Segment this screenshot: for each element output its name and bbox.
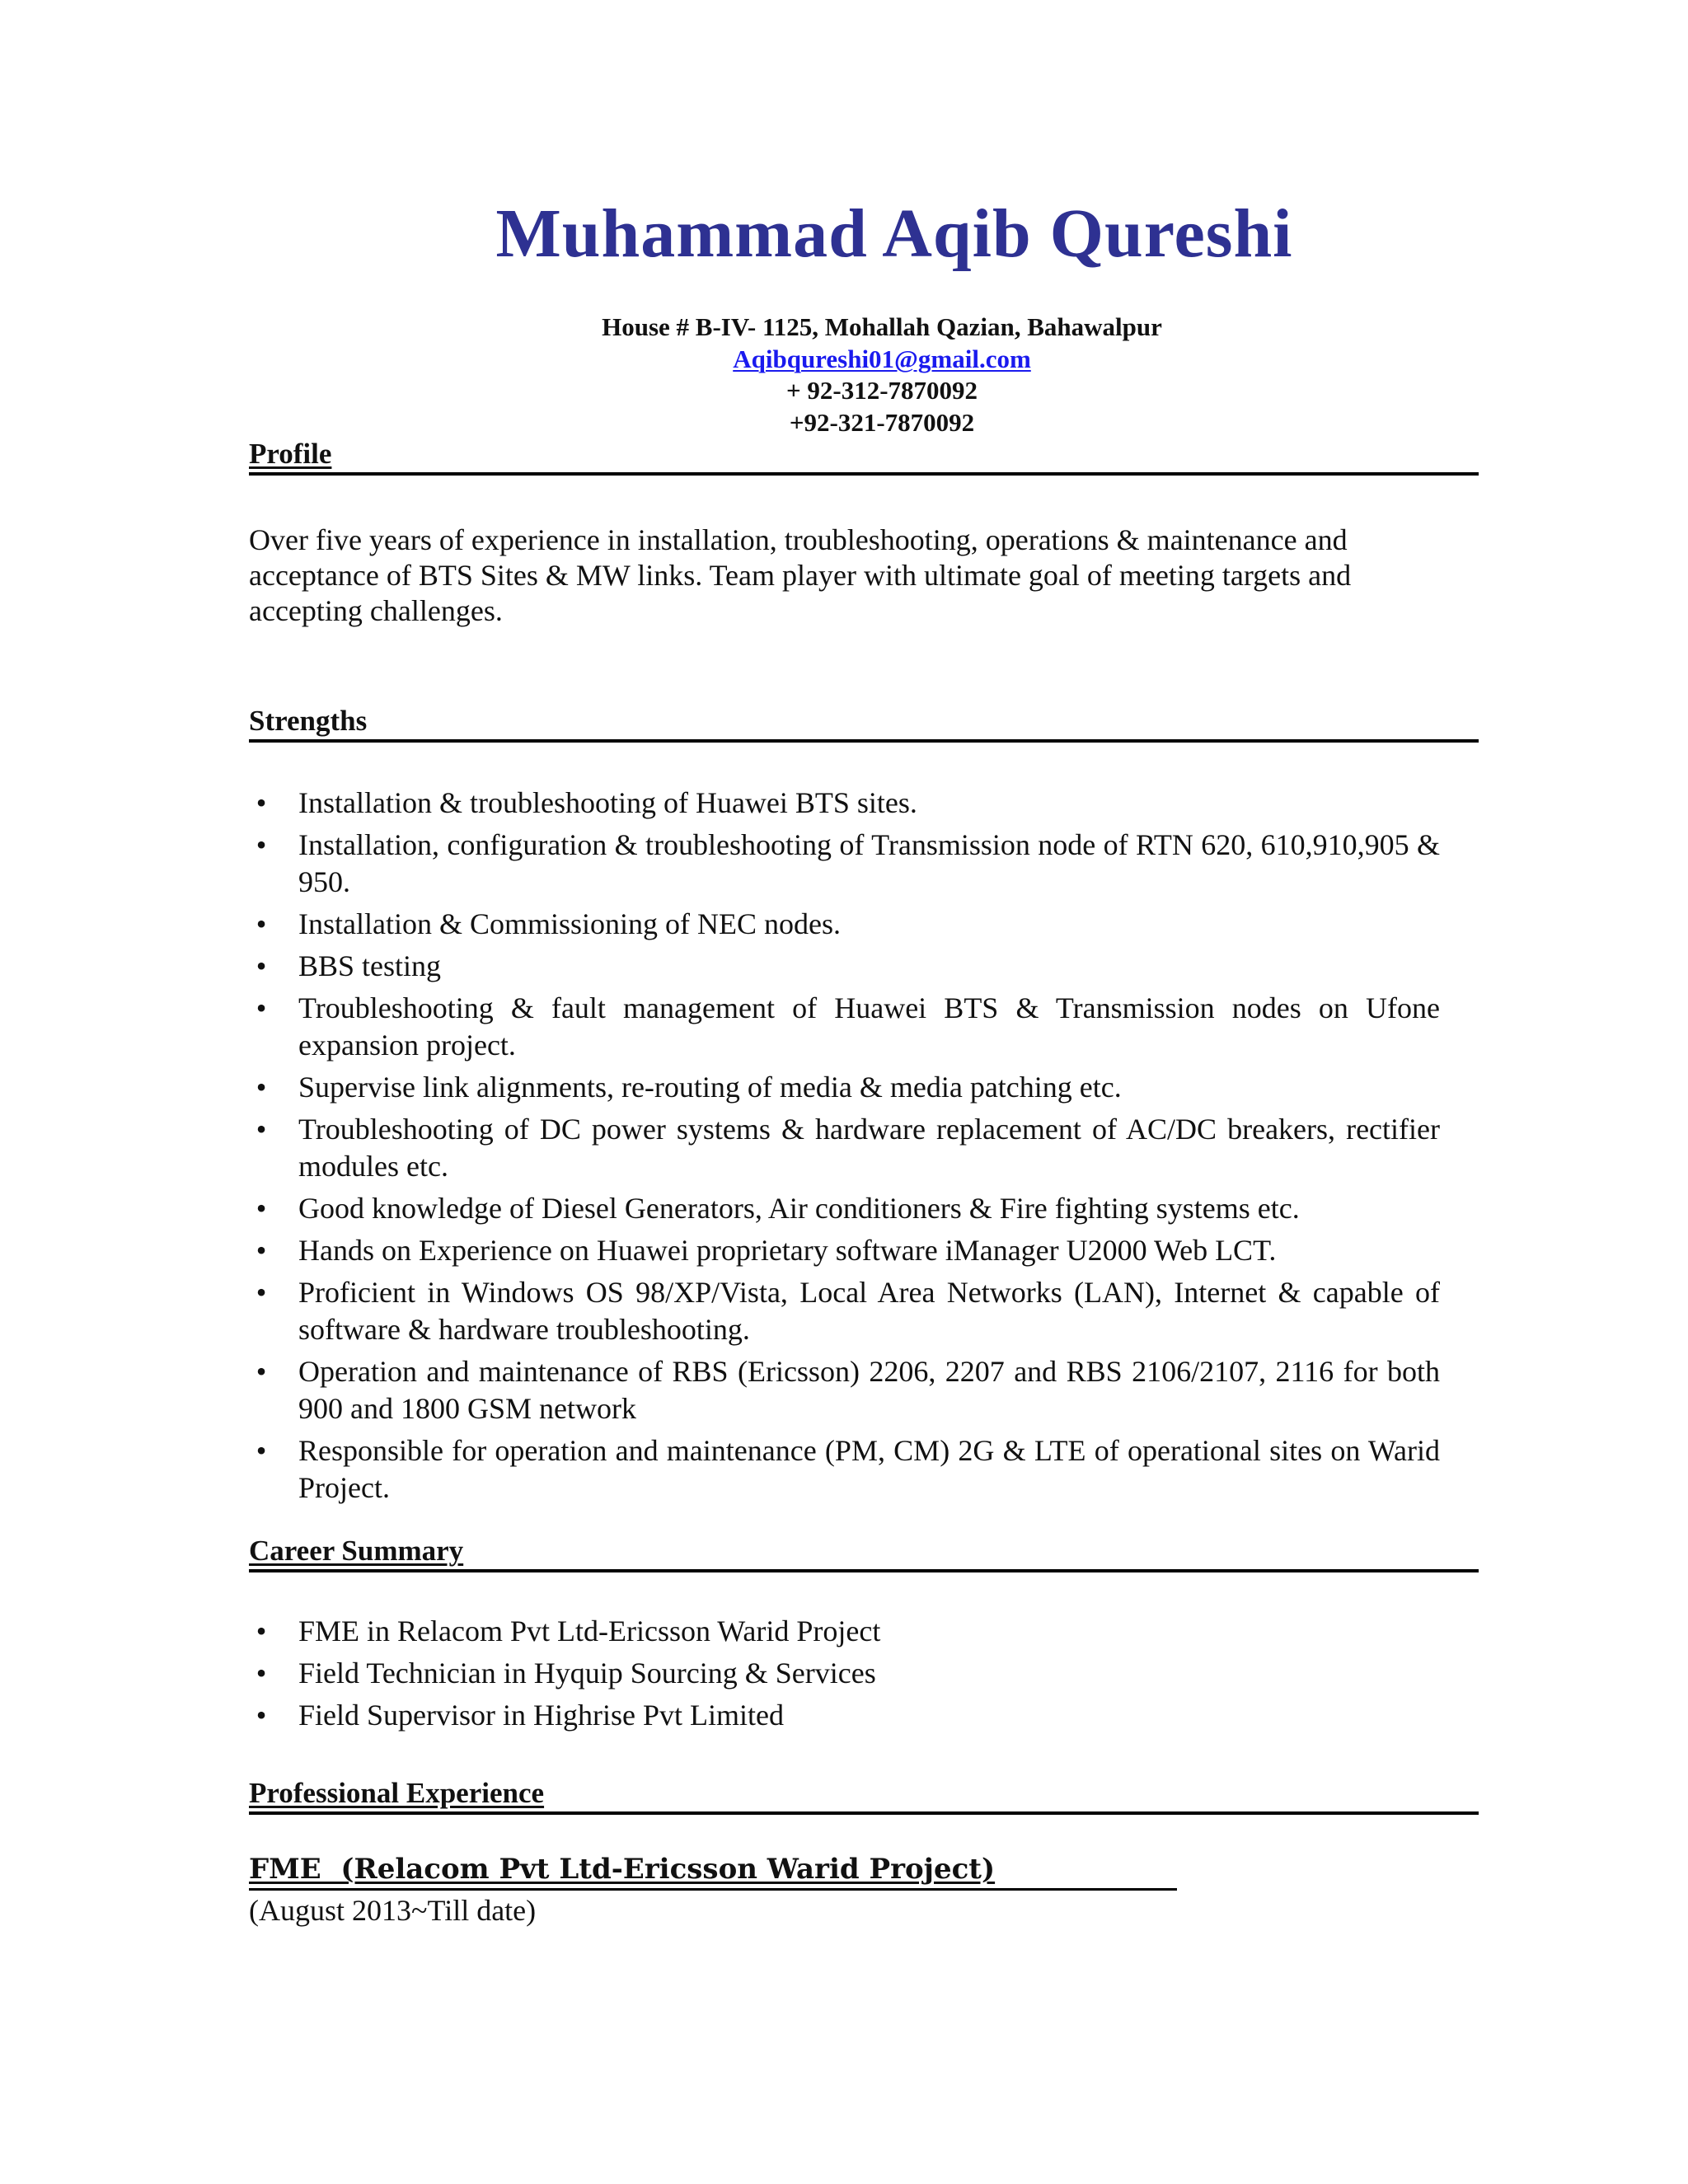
strengths-list (249, 785, 1440, 1511)
bullet-icon: • (256, 1699, 267, 1732)
list-item: • Hands on Experience on Huawei proprietary software iManager U2000 Web LCT. (249, 1232, 1440, 1269)
career-summary-list (249, 1613, 1440, 1739)
bullet-icon: • (256, 1071, 267, 1104)
list-item: • Troubleshooting & fault management of Huawei BTS & Transmission nodes on Ufone expansion project. (249, 990, 1440, 1064)
list-item: • Responsible for operation and maintenance (PM, CM) 2G & LTE of operational sites on Warid Project. (249, 1432, 1440, 1507)
profile-heading-label: Profile (249, 438, 332, 470)
bullet-icon: • (256, 949, 267, 982)
address: House # B-IV- 1125, Mohallah Qazian, Bahawalpur (602, 312, 1162, 341)
bullet-icon: • (256, 907, 267, 940)
list-item: • Field Technician in Hyquip Sourcing & Services (249, 1655, 1440, 1692)
email-link[interactable]: Aqibqureshi01@gmail.com (733, 344, 1031, 373)
bullet-icon: • (256, 828, 267, 861)
bullet-icon: • (256, 1192, 267, 1225)
list-item: • Proficient in Windows OS 98/XP/Vista, Local Area Networks (LAN), Internet & capable of software & hardware troubleshooting. (249, 1274, 1440, 1348)
list-item: • Field Supervisor in Highrise Pvt Limited (249, 1697, 1440, 1734)
job-title-label: FME (Relacom Pvt Ltd-Ericsson Warid Project) (249, 1853, 996, 1886)
professional-experience-heading (249, 1778, 1479, 1815)
list-item: • BBS testing (249, 948, 1440, 985)
career-summary-heading-label: Career Summary (249, 1535, 464, 1567)
list-item: • Supervise link alignments, re-routing of media & media patching etc. (249, 1069, 1440, 1106)
bullet-icon: • (256, 1615, 267, 1647)
list-item: • Operation and maintenance of RBS (Ericsson) 2206, 2207 and RBS 2106/2107, 2116 for both 900 and 1800 GSM network (249, 1353, 1440, 1427)
profile-summary: Over five years of experience in installation, troubleshooting, operations & maintenance and acceptance of BTS Sites & MW links. Team player with ultimate goal of meeting targets and accepting challenges. (249, 523, 1352, 627)
job-dates: (August 2013~Till date) (249, 1894, 537, 1927)
phone-secondary: +92-321-7870092 (789, 408, 975, 437)
phone-primary: + 92-312-7870092 (785, 376, 978, 405)
profile-heading (249, 438, 1479, 476)
job-title (249, 1853, 1177, 1891)
bullet-icon: • (256, 1234, 267, 1267)
strengths-heading-label: Strengths (249, 705, 368, 737)
list-item: • Good knowledge of Diesel Generators, Air conditioners & Fire fighting systems etc. (249, 1190, 1440, 1227)
list-item: • FME in Relacom Pvt Ltd-Ericsson Warid Project (249, 1613, 1440, 1650)
professional-experience-heading-label: Professional Experience (249, 1777, 545, 1809)
list-item: • Installation & Commissioning of NEC nodes. (249, 906, 1440, 943)
list-item: • Installation, configuration & troubleshooting of Transmission node of RTN 620, 610,910,905 & 950. (249, 827, 1440, 901)
bullet-icon: • (256, 1434, 267, 1467)
strengths-heading (249, 705, 1479, 743)
bullet-icon: • (256, 1355, 267, 1388)
bullet-icon: • (256, 991, 267, 1024)
list-item: • Installation & troubleshooting of Huawei BTS sites. (249, 785, 1440, 822)
bullet-icon: • (256, 1113, 267, 1146)
bullet-icon: • (256, 1276, 267, 1309)
candidate-name: Muhammad Aqib Qureshi (495, 195, 1293, 272)
career-summary-heading (249, 1535, 1479, 1572)
list-item: • Troubleshooting of DC power systems & hardware replacement of AC/DC breakers, rectifier modules etc. (249, 1111, 1440, 1185)
bullet-icon: • (256, 1657, 267, 1690)
bullet-icon: • (256, 786, 267, 819)
